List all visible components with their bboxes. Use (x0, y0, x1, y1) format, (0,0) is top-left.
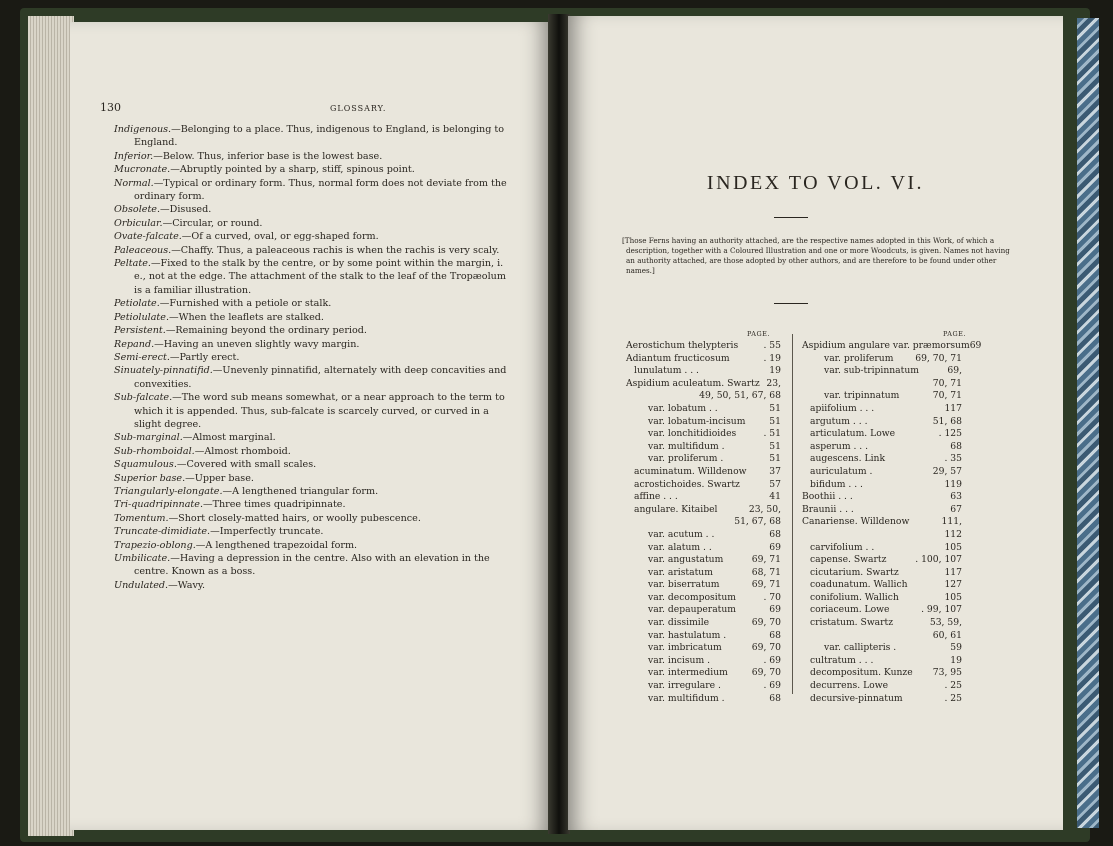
index-row (626, 428, 781, 441)
index-column-right (802, 340, 982, 705)
index-name: augescens. Link (810, 453, 886, 465)
index-name: var. decompositum (648, 591, 736, 603)
note-rule (774, 303, 808, 304)
index-name: Boothii . . . (802, 491, 853, 503)
glossary-entry (114, 338, 516, 351)
index-page: . 69 (763, 680, 781, 692)
glossary-definition: —Covered with small scales. (176, 459, 317, 471)
index-page: . 25 (944, 692, 962, 704)
index-page: . 35 (944, 453, 962, 465)
index-name: decursive-pinnatum (810, 692, 903, 704)
index-row (626, 604, 781, 617)
index-page: 69, 71 (751, 579, 781, 591)
index-name: Aspidium angulare var. præmorsum (802, 340, 970, 351)
glossary-definition: —Circular, or round. (162, 217, 263, 229)
column-divider (792, 334, 793, 694)
glossary-definition: —Remaining beyond the ordinary period. (165, 325, 367, 337)
glossary-entry (114, 351, 516, 364)
index-page: 69, (947, 365, 962, 377)
glossary-definition: —Wavy. (168, 579, 206, 591)
index-row (626, 630, 781, 643)
index-name: var. multifidum . (648, 692, 725, 704)
index-row (802, 693, 962, 706)
glossary-definition: —Almost marginal. (182, 432, 276, 444)
index-page: 68, 71 (751, 566, 781, 578)
index-page: 68 (769, 692, 781, 704)
index-page: 51 (769, 402, 781, 414)
glossary-definition: —Almost rhomboid. (194, 445, 291, 457)
index-row (802, 390, 962, 403)
glossary-entry (114, 203, 516, 216)
glossary-term: Tri-quadripinnate. (114, 499, 203, 511)
glossary-definition: —Furnished with a petiole or stalk. (159, 298, 332, 310)
index-page: . 69 (763, 654, 781, 666)
glossary-definition: —When the leaflets are stalked. (169, 311, 324, 323)
index-row (802, 642, 962, 655)
glossary-term: Ovate-falcate. (114, 231, 182, 243)
index-page: 69, 70 (751, 667, 781, 679)
index-page: 119 (944, 478, 962, 490)
glossary-definition: —Of a curved, oval, or egg-shaped form. (181, 231, 379, 243)
index-page: . 125 (938, 428, 962, 440)
glossary-definition: —The word sub means somewhat, or a near approach to the term to which it is appended. Thus, sub-falcate is scarcely curved, or curved in a slight degree. (134, 392, 505, 430)
index-page: 51 (769, 415, 781, 427)
index-row (802, 428, 962, 441)
column-head-right: PAGE. (943, 330, 966, 338)
index-name: acuminatum. Willdenow (634, 465, 747, 477)
glossary-term: Truncate-dimidiate. (114, 526, 211, 538)
index-name: var. acutum . . (648, 528, 715, 540)
index-row (802, 630, 962, 643)
index-row (626, 655, 781, 668)
index-name: coriaceum. Lowe (810, 604, 890, 616)
index-row (802, 466, 962, 479)
index-page: 69, 70 (751, 642, 781, 654)
index-page: 68 (769, 528, 781, 540)
glossary-entry (114, 498, 516, 511)
index-name: affine . . . (634, 491, 678, 503)
index-page: 51 (769, 440, 781, 452)
index-name: var. intermedium (648, 667, 728, 679)
page-number: 130 (100, 101, 121, 114)
index-page: 69 (969, 340, 982, 351)
index-row (802, 403, 962, 416)
index-row (626, 491, 781, 504)
index-page: 51 (769, 453, 781, 465)
index-page: 127 (944, 579, 962, 591)
index-page: 112 (944, 528, 962, 540)
glossary-term: Undulated. (114, 579, 169, 591)
glossary-definition: —Disused. (160, 204, 212, 216)
index-row (626, 516, 781, 529)
index-name: cristatum. Swartz (810, 617, 894, 629)
page-edges (28, 16, 74, 836)
index-name: decurrens. Lowe (810, 680, 889, 692)
glossary-definition: —Abruptly pointed by a sharp, stiff, spinous point. (170, 164, 415, 176)
index-page: 51, 67, 68 (734, 516, 781, 528)
index-page: 23, (766, 377, 781, 389)
index-page: 69, 70 (751, 617, 781, 629)
index-name: articulatum. Lowe (810, 428, 896, 440)
index-row (802, 604, 962, 617)
index-name: bifidum . . . (810, 478, 863, 490)
index-name: Aspidium aculeatum. Swartz (626, 377, 760, 389)
index-page: . 55 (763, 340, 781, 351)
index-name: var. multifidum . (648, 440, 725, 452)
index-name: Adiantum fructicosum (626, 352, 730, 364)
index-row (802, 529, 962, 542)
glossary-entry (114, 257, 516, 297)
index-page: 68 (950, 440, 962, 452)
index-row (626, 416, 781, 429)
index-name: apiifolium . . . (810, 402, 875, 414)
glossary-entry (114, 311, 516, 324)
index-page: 59 (950, 642, 962, 654)
index-page: . 99, 107 (921, 604, 962, 616)
column-head-left: PAGE. (747, 330, 770, 338)
index-name: var. proliferum . (648, 453, 724, 465)
index-name: conifolium. Wallich (810, 591, 899, 603)
index-page: 69, 70, 71 (915, 352, 962, 364)
index-row (802, 617, 962, 630)
glossary-definition: —Belonging to a place. Thus, indigenous to England, is belonging to England. (134, 124, 505, 149)
index-name: var. lobatum-incisum (648, 415, 746, 427)
index-row (802, 453, 962, 466)
glossary-list (114, 123, 516, 592)
index-page: 49, 50, 51, 67, 68 (699, 390, 781, 402)
glossary-definition: —A lengthened trapezoidal form. (195, 539, 358, 551)
index-row (802, 479, 962, 492)
index-row (802, 416, 962, 429)
glossary-definition: —Partly erect. (169, 351, 240, 363)
index-row (802, 491, 962, 504)
glossary-term: Semi-erect. (114, 351, 170, 363)
index-row (626, 504, 781, 517)
index-name: Braunii . . . (802, 503, 854, 515)
index-row (802, 542, 962, 555)
index-row (802, 680, 962, 693)
index-name: var. incisum . (648, 654, 711, 666)
glossary-entry (114, 324, 516, 337)
index-row (626, 353, 781, 366)
index-page: 111, (941, 516, 962, 528)
index-name: acrostichoides. Swartz (634, 478, 740, 490)
glossary-definition: —Typical or ordinary form. Thus, normal form does not deviate from the ordinary form. (134, 177, 507, 203)
glossary-term: Orbicular. (114, 217, 163, 229)
glossary-term: Sinuately-pinnatifid. (114, 365, 213, 377)
index-row (802, 579, 962, 592)
index-page: . 100, 107 (915, 554, 962, 566)
index-page: . 70 (763, 591, 781, 603)
index-page: 69 (769, 541, 781, 553)
glossary-definition: —Short closely-matted hairs, or woolly pubescence. (168, 512, 421, 524)
glossary-term: Mucronate. (114, 164, 171, 176)
glossary-term: Umbilicate. (114, 553, 171, 564)
index-page: . 19 (763, 352, 781, 364)
glossary-definition: —A lengthened triangular form. (222, 485, 379, 497)
index-name: cicutarium. Swartz (810, 566, 899, 578)
glossary-term: Repand. (114, 338, 155, 350)
index-page: 105 (944, 541, 962, 553)
index-page: 60, 61 (932, 629, 962, 641)
index-name: var. dissimile (648, 617, 710, 629)
index-page: 19 (950, 654, 962, 666)
glossary-entry (114, 364, 516, 391)
index-page: 73, 95 (932, 667, 962, 679)
index-page: 23, 50, (748, 503, 781, 515)
title-rule (774, 217, 808, 218)
glossary-entry (114, 123, 516, 150)
index-row (626, 466, 781, 479)
index-row (802, 378, 962, 391)
index-name: var. aristatum (648, 566, 713, 578)
index-row (802, 504, 962, 517)
glossary-entry (114, 445, 516, 458)
glossary-entry (114, 525, 516, 538)
glossary-entry (114, 244, 516, 257)
index-row (626, 390, 781, 403)
index-page: 117 (944, 566, 962, 578)
glossary-term: Obsolete. (114, 204, 161, 216)
index-page: 70, 71 (932, 377, 962, 389)
glossary-entry (114, 150, 516, 163)
index-row (802, 667, 962, 680)
index-name: capense. Swartz (810, 554, 887, 566)
glossary-definition: —Imperfectly truncate. (210, 526, 324, 538)
glossary-entry (114, 177, 516, 204)
glossary-term: Tomentum. (114, 512, 169, 524)
index-row (626, 340, 781, 353)
index-row (626, 680, 781, 693)
index-name: var. hastulatum . (648, 629, 727, 641)
index-page: 67 (950, 503, 962, 515)
book-gutter (548, 14, 570, 834)
index-row (626, 667, 781, 680)
index-row (802, 655, 962, 668)
index-row (626, 378, 781, 391)
glossary-entry (114, 472, 516, 485)
glossary-entry (114, 579, 516, 592)
index-page: 69 (769, 604, 781, 616)
index-row (626, 693, 781, 706)
index-page: 57 (769, 478, 781, 490)
glossary-term: Superior base. (114, 472, 186, 484)
glossary-entry (114, 458, 516, 471)
index-name: var. proliferum (824, 352, 894, 364)
index-page: 105 (944, 591, 962, 603)
index-name: carvifolium . . (810, 541, 875, 553)
running-head: GLOSSARY. (330, 104, 387, 113)
index-name: var. irregulare . (648, 680, 721, 692)
glossary-term: Petiolate. (114, 298, 160, 310)
index-row (626, 365, 781, 378)
index-row (802, 365, 962, 378)
index-row (626, 554, 781, 567)
index-row (626, 592, 781, 605)
glossary-entry (114, 512, 516, 525)
index-page: 29, 57 (932, 465, 962, 477)
index-row (802, 592, 962, 605)
glossary-definition: —Having a depression in the centre. Also with an elevation in the centre. Known as a boss. (134, 553, 490, 578)
index-row (626, 579, 781, 592)
index-row (626, 441, 781, 454)
glossary-entry (114, 485, 516, 498)
index-page: . 51 (763, 428, 781, 440)
index-row (626, 479, 781, 492)
index-name: var. depauperatum (648, 604, 736, 616)
index-row (802, 441, 962, 454)
index-name: var. angustatum (648, 554, 724, 566)
index-note: [Those Ferns having an authority attached, are the respective names adopted in this Work, of which a description, together with a Coloured Illustration and one or more Woodcuts, is given. Names not having an authority attached, are those adopted by other authors, and are therefore to be found under other names.] (622, 236, 1010, 275)
glossary-term: Trapezio-oblong. (114, 539, 196, 551)
index-name: auriculatum . (810, 465, 873, 477)
index-page: 70, 71 (932, 390, 962, 402)
glossary-term: Sub-falcate. (114, 392, 173, 404)
glossary-entry (114, 539, 516, 552)
index-name: angulare. Kitaibel (634, 503, 718, 515)
decorative-edge-pattern (1077, 18, 1099, 828)
index-name: var. biserratum (648, 579, 720, 591)
glossary-term: Indigenous. (114, 124, 172, 135)
index-page: 117 (944, 402, 962, 414)
index-page: 63 (950, 491, 962, 503)
index-row (802, 340, 982, 353)
index-row (626, 617, 781, 630)
glossary-definition: —Having an uneven slightly wavy margin. (154, 338, 360, 350)
index-row (626, 542, 781, 555)
glossary-entry (114, 297, 516, 310)
glossary-definition: —Below. Thus, inferior base is the lowest base. (153, 150, 383, 162)
index-page: 68 (769, 629, 781, 641)
index-row (802, 353, 962, 366)
index-row (802, 554, 962, 567)
glossary-term: Squamulous. (114, 459, 177, 471)
glossary-term: Persistent. (114, 325, 166, 337)
index-name: Aerostichum thelypteris (626, 340, 739, 351)
glossary-term: Triangularly-elongate. (114, 485, 223, 497)
index-page: . 25 (944, 680, 962, 692)
glossary-definition: —Chaffy. Thus, a paleaceous rachis is when the rachis is very scaly. (171, 244, 500, 256)
index-name: argutum . . . (810, 415, 868, 427)
glossary-entry (114, 552, 516, 579)
index-page: 37 (769, 465, 781, 477)
glossary-definition: —Three times quadripinnate. (203, 499, 346, 511)
glossary-term: Paleaceous. (114, 244, 172, 256)
glossary-term: Peltate. (114, 258, 151, 270)
index-name: var. lobatum . . (648, 402, 718, 414)
index-row (802, 516, 962, 529)
index-row (802, 567, 962, 580)
index-name: lunulatum . . . (634, 365, 699, 377)
index-row (626, 529, 781, 542)
glossary-term: Inferior. (114, 150, 154, 162)
index-row (626, 403, 781, 416)
index-name: cultratum . . . (810, 654, 874, 666)
index-name: coadunatum. Wallich (810, 579, 908, 591)
glossary-term: Sub-rhomboidal. (114, 445, 195, 457)
index-page: 19 (769, 365, 781, 377)
index-page: 69, 71 (751, 554, 781, 566)
glossary-term: Sub-marginal. (114, 432, 183, 444)
index-row (626, 453, 781, 466)
glossary-term: Normal. (114, 177, 154, 189)
glossary-entry (114, 431, 516, 444)
index-name: var. lonchitidioides (648, 428, 737, 440)
index-name: var. tripinnatum (824, 390, 900, 402)
glossary-entry (114, 217, 516, 230)
index-row (626, 567, 781, 580)
index-page: 41 (769, 491, 781, 503)
glossary-definition: —Upper base. (185, 472, 254, 484)
index-page: 51, 68 (932, 415, 962, 427)
glossary-definition: —Unevenly pinnatifid, alternately with deep concavities and convexities. (134, 365, 507, 390)
index-name: decompositum. Kunze (810, 667, 913, 679)
glossary-term: Petiolulate. (114, 311, 170, 323)
index-column-left (626, 340, 781, 705)
glossary-definition: —Fixed to the stalk by the centre, or by some point within the margin, i. e., not at the edge. The attachment of the stalk to the leaf of the Tropæolum is a familiar illustration. (134, 258, 506, 296)
index-page: 53, 59, (929, 617, 962, 629)
glossary-entry (114, 163, 516, 176)
index-name: var. sub-tripinnatum (824, 365, 919, 377)
index-name: var. callipteris . (824, 642, 897, 654)
glossary-entry (114, 391, 516, 431)
index-name: var. alatum . . (648, 541, 712, 553)
glossary-entry (114, 230, 516, 243)
index-name: Canariense. Willdenow (802, 516, 910, 528)
index-name: var. imbricatum (648, 642, 722, 654)
index-name: asperum . . . (810, 440, 869, 452)
index-row (626, 642, 781, 655)
index-title: INDEX TO VOL. VI. (706, 172, 925, 194)
